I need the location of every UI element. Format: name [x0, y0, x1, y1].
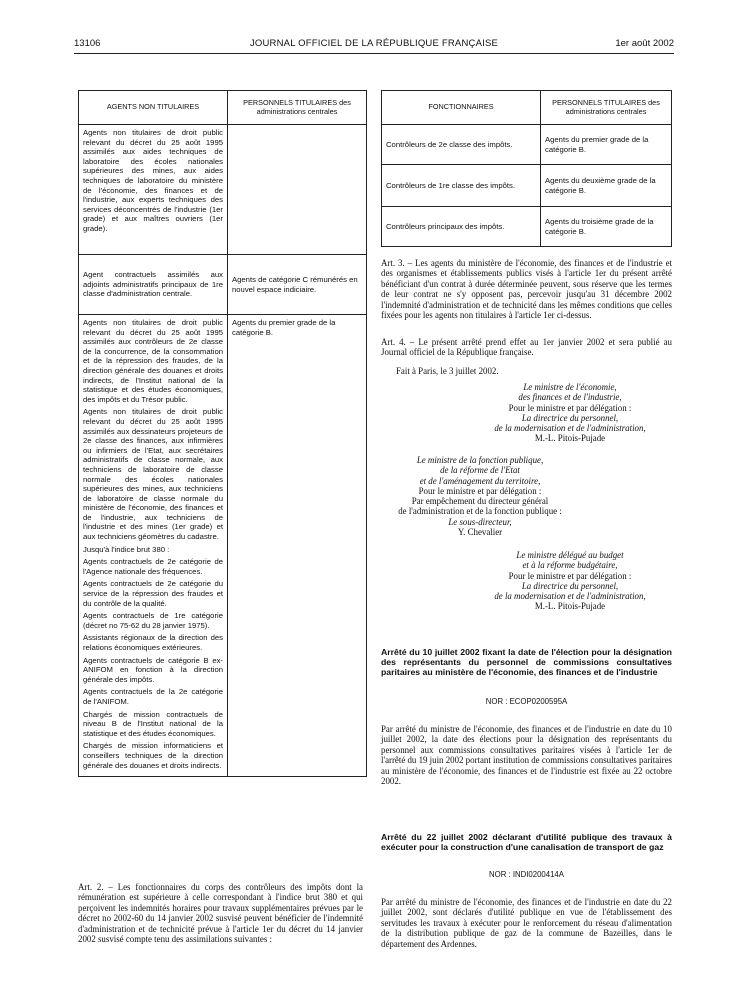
left-table-header-1: AGENTS NON TITULAIRES: [79, 91, 228, 125]
sig-line: de la modernisation et de l'administration,: [494, 591, 646, 602]
table-row: [79, 315, 367, 777]
journal-title: JOURNAL OFFICIEL DE LA RÉPUBLIQUE FRANÇAISE: [249, 38, 499, 49]
signature-block-3: [450, 550, 690, 612]
sig-line: Le ministre délégué au budget: [516, 550, 624, 560]
arrete-1-title: Arrêté du 10 juillet 2002 fixant la date de l'élection pour la désignation des représentants du personnel de commissions consultatives paritaires au ministère de l'économie, des finances et de l'industrie: [381, 647, 672, 677]
sig-line: des finances et de l'industrie,: [518, 392, 622, 403]
table-cell: [228, 125, 367, 255]
table-row: [79, 125, 367, 255]
sig-line: La directrice du personnel,: [521, 412, 619, 423]
sig-line: Par empêchement du directeur général: [411, 496, 549, 507]
article-2: Art. 2. – Les fonctionnaires du corps des contrôleurs des impôts dont la rémunération est supérieure à celle correspondant à l'indice brut 380 et qui perçoivent les indemnités horaires pour travaux supplémentaires prévues par le décret no 2002-60 du 14 janvier 2002 susvisé peuvent bénéficier de l'indemnité d'administration et de technicité prévue à l'article 1er du décret du 14 janvier 2002 susvisé compte tenu des assimilations suivantes :: [78, 882, 363, 945]
arrete-1-body: Par arrêté du ministre de l'économie, des finances et de l'industrie en date du 10 juillet 2002, la date des élections pour la désignation des représentants du personnel aux commissions consultatives paritaires visées à l'article 1er de l'arrêté du 19 juin 2002 portant institution de commissions consultatives paritaires au ministère de l'économie, des finances et de l'industrie est fixée au 22 octobre 2002.: [381, 724, 672, 787]
sig-name: Y. Chevalier: [457, 527, 503, 538]
left-table-header-2: PERSONNELS TITULAIRES des administrations centrales: [228, 91, 367, 125]
table-cell: Agents du premier grade de la catégorie B.: [228, 315, 367, 777]
right-table: [381, 90, 672, 247]
sig-line: La directrice du personnel,: [521, 580, 619, 591]
list-item: Agents contractuels de 2e catégorie du service de la répression des fraudes et du contrôle de la qualité.: [83, 579, 223, 608]
page-number: 13106: [74, 38, 101, 49]
signature-block-1: [450, 382, 690, 444]
list-item: Agents non titulaires de droit public relevant du décret du 25 août 1995 assimilés aux dessinateurs projeteurs de 2e classe des finances, aux infirmières ou infirmiers de l'Etat, aux secrétaires administratifs de classe normale, aux techniciens de laboratoire de classe normale des écoles nationales supérieures des mines, aux techniciens de laboratoire de classe normale du ministère de l'économie, des finances et de l'industrie, aux techniciens de l'industrie et des mines (1er grade) et aux techniciens géomètres du cadastre.: [83, 407, 223, 542]
list-item: Agents non titulaires de droit public relevant du décret du 25 août 1995 assimilés aux contrôleurs de 2e classe de la concurrence, de la consommation et de la répression des fraudes, de la direction générale des douanes et droits indirects, de l'Institut national de la statistique et des études économiques, des impôts et du Trésor public.: [83, 318, 223, 404]
sig-line: et à la réforme budgétaire,: [522, 560, 618, 571]
right-table-header-1: FONCTIONNAIRES: [382, 91, 541, 125]
table-cell: Contrôleurs principaux des impôts.: [382, 207, 541, 247]
arrete-1-nor: NOR : ECOP0200595A: [485, 697, 568, 706]
sig-line: Le ministre de l'économie,: [523, 382, 617, 392]
list-item: Jusqu'à l'indice brut 380 :: [83, 544, 170, 554]
table-cell: Agents non titulaires de droit public relevant du décret du 25 août 1995 assimilés aux aides techniques de laboratoire des écoles nationales supérieures des mines, aux aides techniques de laboratoire du ministère de l'économie, des finances et de l'industrie, aux experts techniques des services déconcentrés de l'industrie (1er grade) et aux maîtres ouvriers (1er grade).: [79, 125, 228, 255]
table-cell: Agents du deuxième grade de la catégorie B.: [541, 165, 672, 207]
article-3: Art. 3. – Les agents du ministère de l'économie, des finances et de l'industrie et des organismes et établissements publics visés à l'article 1er du présent arrêté bénéficiant d'un contrat à durée déterminée peuvent, sous réserve que les termes de leur contrat ne s'y opposent pas, percevoir jusqu'au 31 décembre 2002 l'indemnité d'administration et de technicité dans les mêmes conditions que celles fixées pour les agents non titulaires à l'article 1er ci-dessus.: [381, 258, 672, 321]
right-table-header-2: PERSONNELS TITULAIRES des administrations centrales: [541, 91, 672, 125]
sig-name: M.-L. Pitois-Pujade: [534, 601, 606, 612]
table-cell: Agents du troisième grade de la catégorie B.: [541, 207, 672, 247]
signature-block-2: [380, 455, 580, 537]
sig-line: de la réforme de l'Etat: [440, 465, 520, 476]
sig-line: Le ministre de la fonction publique,: [416, 455, 544, 465]
list-item: Agents contractuels de 2e catégorie de l'Agence nationale des fréquences.: [83, 557, 223, 576]
issue-date: 1er août 2002: [615, 38, 674, 49]
list-item: Chargés de mission contractuels de niveau B de l'Institut national de la statistique et des études économiques.: [83, 709, 223, 738]
sig-line: Le sous-directeur,: [448, 516, 512, 527]
header-rule: [74, 53, 674, 54]
article-4: Art. 4. – Le présent arrêté prend effet au 1er janvier 2002 et sera publié au Journal officiel de la République française.: [381, 337, 672, 358]
table-row: [382, 125, 672, 165]
table-row: [382, 165, 672, 207]
table-cell: [79, 315, 228, 777]
table-cell: Contrôleurs de 1re classe des impôts.: [382, 165, 541, 207]
sig-line: de la modernisation et de l'administration,: [494, 423, 646, 434]
left-table: [78, 90, 367, 777]
list-item: Agents contractuels de la 2e catégorie de l'ANIFOM.: [83, 687, 223, 706]
page-header: [0, 38, 748, 52]
list-item: Agents contractuels de 1re catégorie (décret no 75-62 du 28 janvier 1975).: [83, 611, 223, 630]
table-cell: Agents de catégorie C rémunérés en nouvel espace indiciaire.: [228, 255, 367, 315]
table-row: [382, 207, 672, 247]
arrete-2-nor: NOR : INDI0200414A: [489, 870, 564, 879]
arrete-2-title: Arrêté du 22 juillet 2002 déclarant d'utilité publique des travaux à exécuter pour la construction d'une canalisation de transport de gaz: [381, 832, 672, 852]
sig-line: Pour le ministre et par délégation :: [418, 485, 542, 496]
table-cell: Contrôleurs de 2e classe des impôts.: [382, 125, 541, 165]
sig-line: et de l'aménagement du territoire,: [419, 475, 541, 486]
list-item: Agents contractuels de catégorie B ex-ANIFOM en fonction à la direction générale des impôts.: [83, 655, 223, 684]
sig-line: de l'administration et de la fonction publique :: [398, 506, 562, 517]
sig-name: M.-L. Pitois-Pujade: [534, 433, 606, 444]
list-item: Chargés de mission informaticiens et conseillers techniques de la direction générale des douanes et droits indirects.: [83, 741, 223, 770]
table-row: [79, 255, 367, 315]
table-cell: Agents du premier grade de la catégorie B.: [541, 125, 672, 165]
arrete-2-body: Par arrêté du ministre de l'économie, des finances et de l'industrie en date du 22 juillet 2002, sont déclarés d'utilité publique en vue de l'établissement des servitudes les travaux à exécuter pour le renforcement du réseau d'alimentation de la distribution publique de gaz de la commune de Bazeilles, dans le département des Ardennes.: [381, 897, 672, 949]
sig-line: Pour le ministre et par délégation :: [508, 402, 632, 413]
sig-line: Pour le ministre et par délégation :: [508, 570, 632, 581]
list-item: Assistants régionaux de la direction des relations économiques extérieures.: [83, 633, 223, 652]
fait-a-paris: Fait à Paris, le 3 juillet 2002.: [396, 366, 499, 376]
table-cell: Agent contractuels assimilés aux adjoints administratifs principaux de 1re classe d'administration centrale.: [79, 255, 228, 315]
